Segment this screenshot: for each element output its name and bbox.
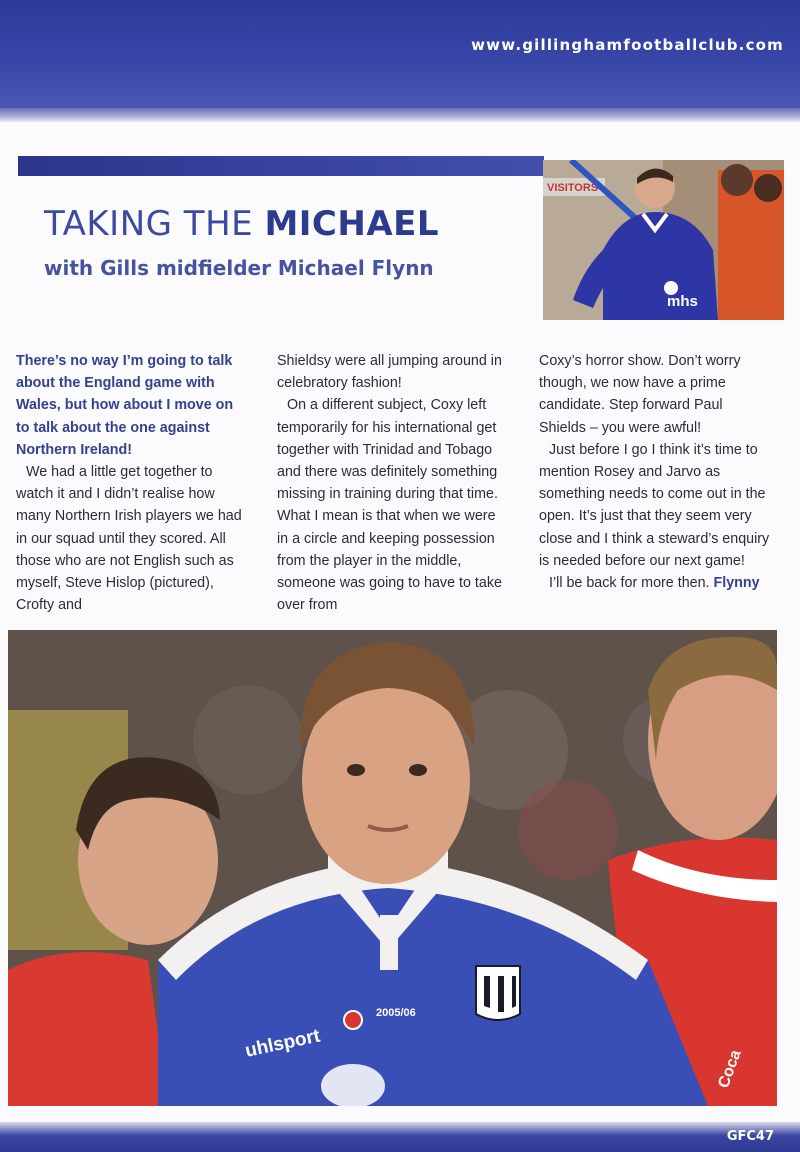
column-1 [16, 350, 248, 616]
photo-small-player [543, 160, 784, 320]
column-3-para-1: Coxy’s horror show. Don’t worry though, we now have a prime candidate. Step forward Paul Shields – you were awful! [539, 353, 741, 436]
column-2 [277, 350, 509, 616]
photo-small-illustration [543, 160, 784, 320]
article-title [44, 204, 439, 244]
photo-large-player [8, 630, 777, 1106]
visitors-sign: VISITORS [547, 182, 599, 194]
small-photo-sponsor: mhs [667, 293, 698, 310]
column-2-para-1: Shieldsy were all jumping around in celebratory fashion! [277, 353, 502, 392]
photo-large-illustration [8, 630, 777, 1106]
title-light: TAKING THE [44, 204, 254, 244]
page-number: GFC47 [726, 1129, 774, 1144]
title-bold: MICHAEL [264, 204, 440, 244]
closing-line: I’ll be back for more then. [549, 575, 710, 592]
sleeve-sponsor: Coca [715, 1047, 745, 1091]
article-lead: There’s no way I’m going to talk about the England game with Wales, but how about I move on to talk about the one against Northern Ireland! [16, 353, 234, 458]
signature: Flynny [713, 575, 760, 592]
header-band-edge [0, 108, 800, 122]
column-2-para-2: On a different subject, Coxy left temporarily for his international get together with Trinidad and Tobago and there was definitely something missing in training during that time. What I mean is that when we were in a circle and keeping possession from the player in the middle, someone was going to have to take over from [277, 397, 502, 614]
title-bar [18, 156, 544, 176]
footer-band [0, 1122, 800, 1152]
website-url[interactable]: www.gillinghamfootballclub.com [471, 36, 784, 54]
shirt-season: 2005/06 [376, 1007, 416, 1019]
column-1-body: We had a little get together to watch it and I didn’t realise how many Northern Irish players we had in our squad until they scored. All those who are not English such as myself, Steve Hislop (pictured), Crofty and [16, 464, 242, 614]
column-3 [539, 350, 771, 594]
header-band [0, 0, 800, 108]
article-subtitle: with Gills midfielder Michael Flynn [44, 256, 434, 280]
column-3-para-3 [539, 572, 771, 594]
column-3-para-2: Just before I go I think it’s time to mention Rosey and Jarvo as something needs to come out in the open. It’s just that they seem very close and I think a steward’s enquiry is needed before our next game! [539, 441, 770, 569]
shirt-brand: uhlsport [243, 1025, 323, 1062]
